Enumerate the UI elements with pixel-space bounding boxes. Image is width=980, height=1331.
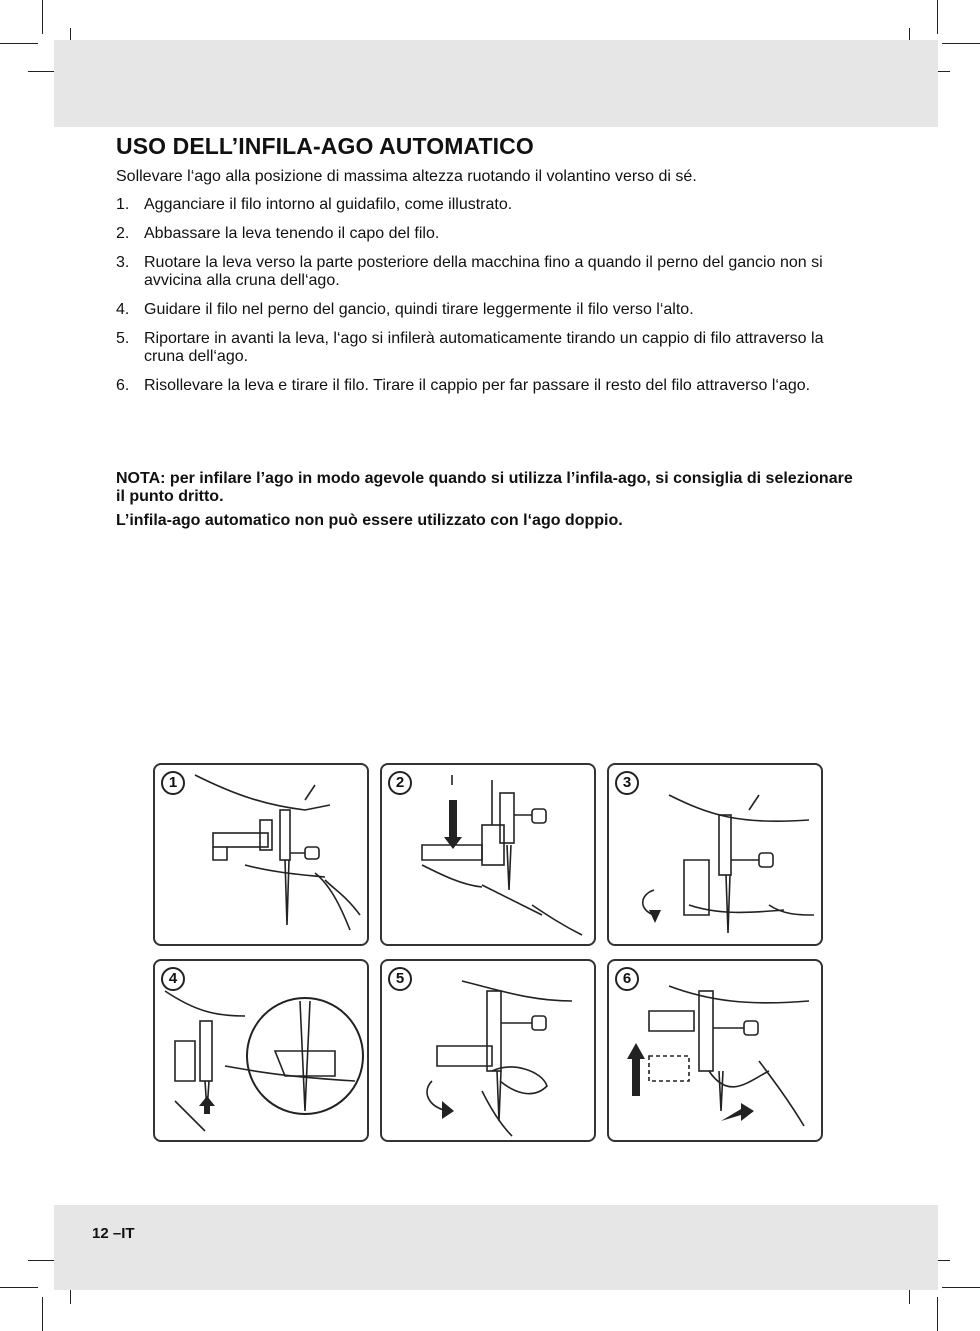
step-badge: 1 — [161, 771, 185, 795]
step-number: 6. — [116, 377, 130, 394]
list-item — [116, 225, 866, 243]
list-item — [116, 301, 866, 319]
list-item — [116, 377, 866, 395]
crop-mark — [942, 1287, 980, 1288]
crop-mark — [42, 0, 43, 34]
step-text: Riportare in avanti la leva, l‘ago si infilerà automaticamente tirando un cappio di filo attraverso la cruna dell‘ago. — [144, 330, 824, 365]
needle-illustration — [155, 765, 367, 944]
needle-illustration — [155, 961, 367, 1140]
needle-illustration — [382, 961, 594, 1140]
step-text: Risollevare la leva e tirare il filo. Tirare il cappio per far passare il resto del filo attraverso l‘ago. — [144, 377, 811, 394]
figure-panel-5 — [380, 959, 596, 1142]
figure-panel-1 — [153, 763, 369, 946]
steps-list — [116, 196, 866, 395]
figure-panel-3 — [607, 763, 823, 946]
needle-illustration — [609, 765, 821, 944]
note-line-2: L’infila-ago automatico non può essere utilizzato con l‘ago doppio. — [116, 512, 623, 529]
header-band — [54, 40, 938, 127]
needle-illustration — [609, 961, 821, 1140]
crop-mark — [28, 71, 54, 72]
step-number: 5. — [116, 330, 130, 347]
main-content — [116, 133, 866, 406]
needle-illustration — [382, 765, 594, 944]
crop-mark — [28, 1260, 54, 1261]
step-text: Abbassare la leva tenendo il capo del filo. — [144, 225, 440, 242]
intro-text: Sollevare l‘ago alla posizione di massima altezza ruotando il volantino verso di sé. — [116, 168, 697, 185]
step-number: 3. — [116, 254, 130, 271]
list-item — [116, 330, 866, 366]
crop-mark — [0, 43, 38, 44]
page-number: 12 –IT — [92, 1225, 135, 1242]
step-badge: 4 — [161, 967, 185, 991]
step-badge: 6 — [615, 967, 639, 991]
figure-panel-4 — [153, 959, 369, 1142]
step-text: Agganciare il filo intorno al guidafilo, come illustrato. — [144, 196, 513, 213]
figure-panel-6 — [607, 959, 823, 1142]
list-item — [116, 254, 866, 290]
crop-mark — [42, 1297, 43, 1331]
step-number: 4. — [116, 301, 130, 318]
illustrations-grid — [153, 763, 823, 1143]
crop-mark — [0, 1287, 38, 1288]
list-item — [116, 196, 866, 214]
note-line-1: NOTA: per infilare l’ago in modo agevole quando si utilizza l’infila-ago, si consiglia di selezionare il punto dritto. — [116, 470, 853, 505]
step-badge: 5 — [388, 967, 412, 991]
step-badge: 3 — [615, 771, 639, 795]
crop-mark — [942, 43, 980, 44]
step-badge: 2 — [388, 771, 412, 795]
page-title: USO DELL’INFILA-AGO AUTOMATICO — [116, 133, 534, 159]
step-number: 2. — [116, 225, 130, 242]
step-number: 1. — [116, 196, 130, 213]
crop-mark — [937, 1297, 938, 1331]
step-text: Ruotare la leva verso la parte posteriore della macchina fino a quando il perno del gancio non si avvicina alla cruna dell‘ago. — [144, 254, 823, 289]
crop-mark — [937, 0, 938, 34]
step-text: Guidare il filo nel perno del gancio, quindi tirare leggermente il filo verso l‘alto. — [144, 301, 694, 318]
note-block — [116, 470, 866, 536]
figure-panel-2 — [380, 763, 596, 946]
footer-band — [54, 1205, 938, 1290]
